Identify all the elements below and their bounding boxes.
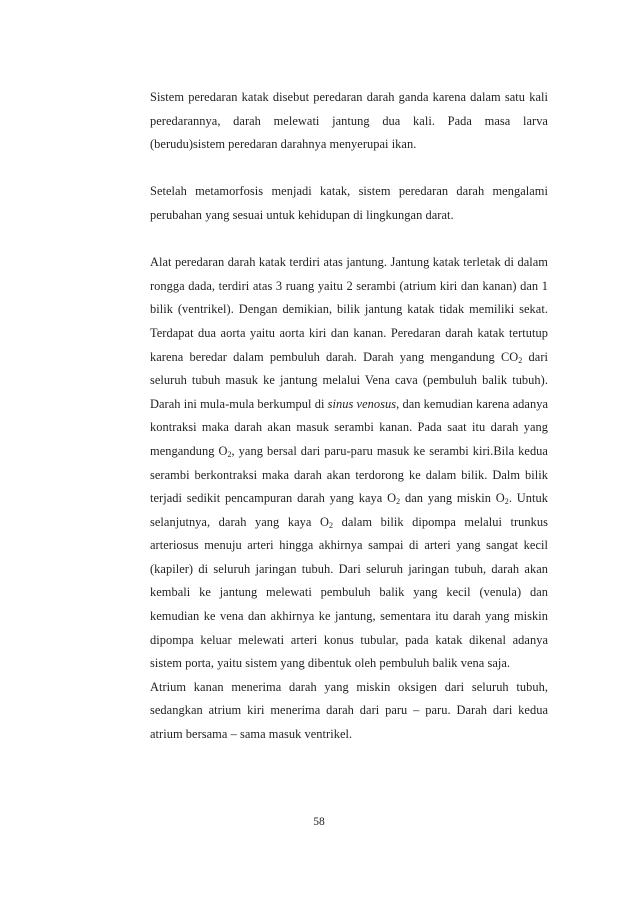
paragraph-2 bbox=[150, 180, 548, 227]
subscript-2: 2 bbox=[518, 355, 523, 365]
page-number: 58 bbox=[313, 816, 325, 828]
text-run: dan yang miskin O bbox=[400, 491, 505, 506]
paragraph-4 bbox=[150, 676, 548, 747]
text-run: dalam bilik dipompa melalui trunkus arteriosus menuju arteri hingga akhirnya sampai di arteri yang sangat kecil (kapiler) di seluruh jaringan tubuh. Dari seluruh jaringan tubuh, darah akan kembali ke jantung melewati pembuluh balik yang kecil (venula) dan kemudian ke vena dan akhirnya ke jantung, sementara itu darah yang miskin dipompa keluar melewati arteri konus tubular, pada katak dikenal adanya sistem porta, yaitu sistem yang dibentuk oleh pembuluh balik vena saja. bbox=[150, 514, 549, 671]
text-run: Alat peredaran darah katak terdiri atas jantung. Jantung katak terletak di dalam rongga dada, terdiri atas 3 ruang yaitu 2 serambi (atrium kiri dan kanan) dan 1 bilik (ventrikel). Dengan demikian, bilik jantung katak tidak memiliki sekat. Terdapat dua aorta yaitu aorta kiri dan kanan. Peredaran darah katak tertutup karena beredar dalam pembuluh darah. Darah yang mengandung CO bbox=[150, 255, 548, 364]
text-run: dan kemudian karena adanya kontraksi maka darah akan masuk serambi kanan. Pada saat itu darah yang mengandung O bbox=[150, 396, 548, 458]
text-run: Sistem peredaran katak disebut peredaran darah ganda karena dalam satu kali peredarannya, darah melewati jantung dua kali. Pada masa larva (berudu)sistem peredaran darahnya menyerupai ikan. bbox=[150, 90, 548, 152]
text-run: . Untuk selanjutnya, darah yang kaya O bbox=[150, 491, 549, 529]
paragraph-gap bbox=[150, 228, 548, 252]
subscript-2: 2 bbox=[396, 497, 401, 507]
paragraph-1 bbox=[150, 86, 548, 157]
document-body bbox=[150, 86, 548, 747]
paragraph-gap bbox=[150, 157, 548, 181]
paragraph-3 bbox=[150, 251, 548, 676]
text-run: dari seluruh tubuh masuk ke jantung melalui Vena cava (pembuluh balik tubuh). Darah ini mula-mula berkumpul di bbox=[150, 349, 548, 411]
subscript-2: 2 bbox=[328, 520, 334, 530]
text-run: , yang bersal dari paru-paru masuk ke serambi kiri.Bila kedua serambi berkontraksi maka darah akan terdorong ke dalam bilik. Dalm bilik terjadi sedikit pencampuran darah yang kaya O bbox=[150, 443, 548, 506]
subscript-2: 2 bbox=[227, 449, 232, 459]
text-run: Atrium kanan menerima darah yang miskin oksigen dari seluruh tubuh, sedangkan atrium kiri menerima darah dari paru – paru. Darah dari kedua atrium bersama – sama masuk ventrikel. bbox=[150, 679, 548, 742]
subscript-2: 2 bbox=[504, 497, 509, 507]
italic-term: sinus venosus, bbox=[327, 396, 400, 411]
text-run: Setelah metamorfosis menjadi katak, sistem peredaran darah mengalami perubahan yang sesuai untuk kehidupan di lingkungan darat. bbox=[150, 184, 548, 222]
